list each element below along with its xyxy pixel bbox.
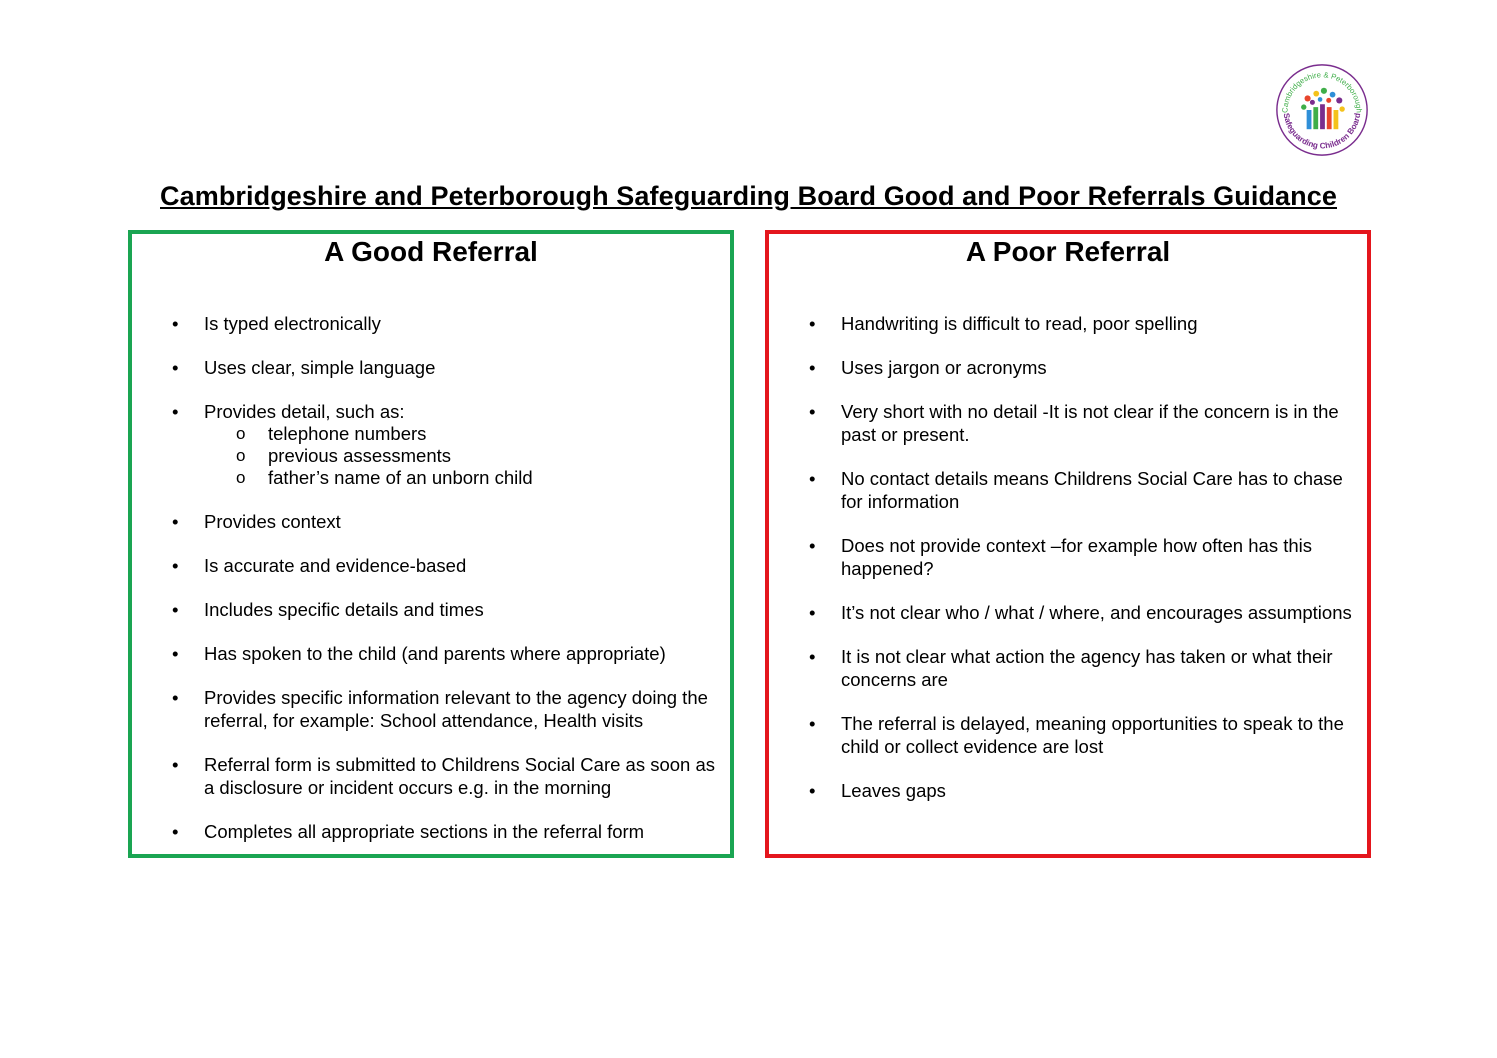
list-item: • Uses clear, simple language (172, 357, 436, 378)
list-item: • Leaves gaps (809, 780, 946, 801)
poor-referral-list (769, 312, 1367, 823)
page-title: Cambridgeshire and Peterborough Safeguarding Board Good and Poor Referrals Guidance (160, 181, 1337, 211)
list-item: • Is typed electronically (172, 313, 381, 334)
logo-text-top: Cambridgeshire & Peterborough (1280, 70, 1364, 114)
list-item: • Provides context (172, 511, 341, 532)
list-item: • Has spoken to the child (and parents where appropriate) (172, 643, 666, 664)
sub-list-item: o father’s name of an unborn child (236, 467, 533, 488)
list-item: • Handwriting is difficult to read, poor spelling (809, 313, 1198, 334)
list-item: • It is not clear what action the agency has taken or what their concerns are (809, 646, 1333, 690)
poor-referral-panel (765, 230, 1371, 858)
list-item: • Does not provide context –for example how often has this happened? (809, 535, 1312, 579)
list-item: • Includes specific details and times (172, 599, 484, 620)
good-referral-heading: A Good Referral (324, 236, 538, 267)
sub-list-item: o telephone numbers (236, 423, 427, 444)
sub-list-item: o previous assessments (236, 445, 452, 466)
list-item: • Is accurate and evidence-based (172, 555, 467, 576)
safeguarding-board-logo (1274, 62, 1370, 158)
list-item: • Provides specific information relevant to the agency doing the referral, for example: School attendance, Health visits (172, 687, 708, 731)
good-referral-panel (128, 230, 734, 858)
list-item: • Referral form is submitted to Childrens Social Care as soon as a disclosure or incident occurs e.g. in the morning (172, 754, 716, 798)
detail-sub-list (204, 423, 720, 489)
list-item: • Uses jargon or acronyms (809, 357, 1047, 378)
list-item: • The referral is delayed, meaning opportunities to speak to the child or collect evidence are lost (809, 713, 1344, 757)
logo-text-bottom: Safeguarding Children Board (1281, 112, 1363, 151)
list-item: • Provides detail, such as: o telephone numbers o previous assessments o father’s name of an unborn child (132, 400, 730, 489)
list-item: • It’s not clear who / what / where, and encourages assumptions (809, 602, 1352, 623)
list-item: • No contact details means Childrens Social Care has to chase for information (809, 468, 1343, 512)
list-item: • Completes all appropriate sections in the referral form (172, 821, 645, 842)
poor-referral-heading: A Poor Referral (965, 236, 1171, 267)
good-referral-list (132, 312, 730, 864)
list-item: • Very short with no detail -It is not clear if the concern is in the past or present. (809, 401, 1339, 445)
